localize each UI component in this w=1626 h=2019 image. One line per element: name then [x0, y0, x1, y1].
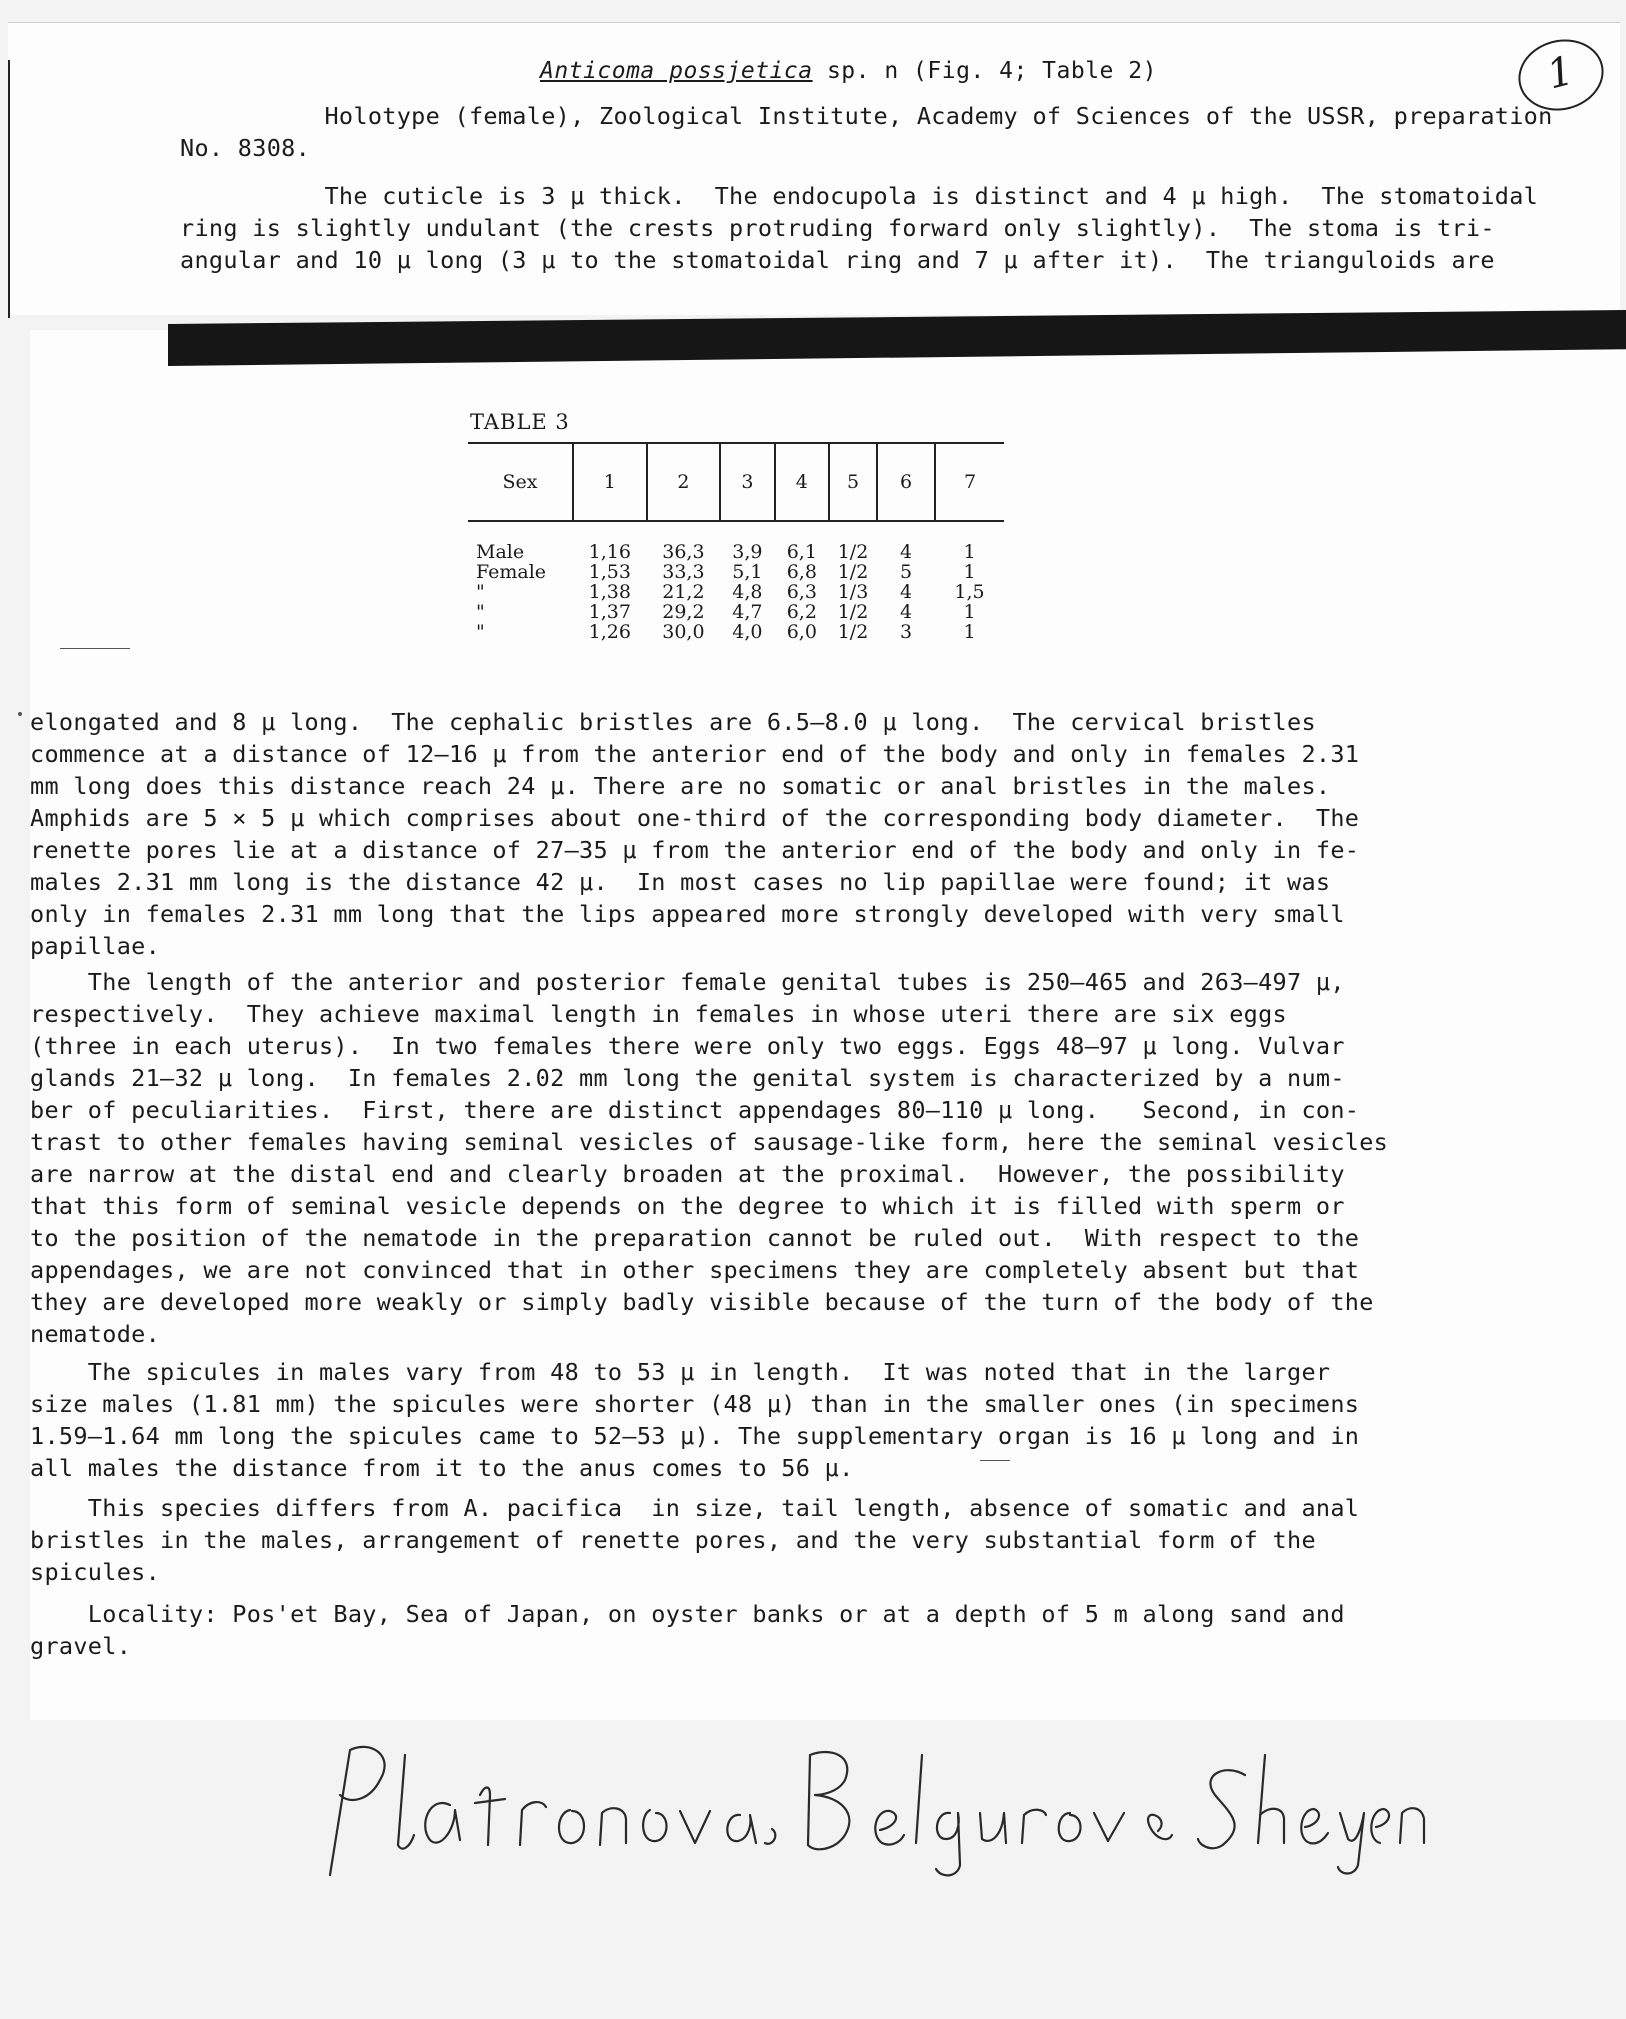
table-cell: 21,2 — [662, 581, 705, 603]
table-cell: 1/2 — [837, 621, 869, 643]
spicules-paragraph: The spicules in males vary from 48 to 53 μ in length. It was noted that in the larger size males (1.81 mm) the spicules were shorter (48 μ) than in the smaller ones (in specimens 1.59–1.64 mm long the spicules came to 52–53 μ). The supplementary organ is 16 μ long and in all males the distance from it to the anus comes to 56 μ. — [30, 1358, 1360, 1482]
species-heading — [540, 58, 1240, 84]
header-cell: 7 — [935, 443, 1004, 521]
table-cell: 4,0 — [732, 621, 763, 643]
measurement-table — [468, 442, 1004, 642]
table-cell: 29,2 — [662, 601, 705, 623]
table-cell: 4 — [899, 581, 913, 603]
table-cell: 1 — [963, 561, 976, 583]
table-cell: Male — [476, 541, 525, 563]
table-cell: 1,26 — [588, 621, 631, 643]
page-number-circle: 1 — [1511, 31, 1611, 120]
table-cell: 6,2 — [786, 601, 817, 623]
table-cell: " — [476, 601, 485, 623]
table-cell: 4,8 — [732, 581, 763, 603]
table-cell: 6,3 — [786, 581, 817, 603]
table-cell: 1,53 — [588, 561, 631, 583]
table-row — [468, 582, 1004, 602]
table-cell: 1,5 — [954, 581, 985, 603]
bristles-paragraph: elongated and 8 μ long. The cephalic bristles are 6.5–8.0 μ long. The cervical bristles commence at a distance of 12–16 μ from the anterior end of the body and only in females 2.31 mm long does this distance reach 24 μ. There are no somatic or anal bristles in the males. Amphids are 5 × 5 μ which comprises about one-third of the corresponding body diameter. The renette pores lie at a distance of 27–35 μ from the anterior end of the body and only in fe- males 2.31 mm long is the distance 42 μ. In most cases no lip papillae were found; it was only in females 2.31 mm long that the lips appeared more strongly developed with very small papillae. — [30, 708, 1360, 960]
species-heading-rest: sp. n (Fig. 4; Table 2) — [812, 58, 1157, 84]
handwritten-signature — [310, 1735, 1470, 1885]
holotype-paragraph: Holotype (female), Zoological Institute, Academy of Sciences of the USSR, preparation No. 8308. — [180, 102, 1553, 162]
scan-speck — [980, 1460, 1010, 1461]
table-cell: 1/3 — [837, 581, 869, 603]
table-row — [468, 521, 1004, 562]
species-name: Anticoma possjetica — [540, 58, 813, 84]
header-cell: 4 — [775, 443, 829, 521]
table-cell: 4 — [899, 601, 913, 623]
table-title: TABLE 3 — [470, 410, 570, 434]
table-cell: 5,1 — [732, 561, 763, 583]
table-cell: 36,3 — [662, 541, 705, 563]
table-cell: 1 — [963, 621, 976, 643]
table-cell: " — [476, 581, 485, 603]
table-cell: 1/2 — [837, 561, 869, 583]
table-cell: 30,0 — [662, 621, 705, 643]
table-cell: 6,0 — [786, 621, 817, 643]
table-row — [468, 602, 1004, 622]
table-row — [468, 622, 1004, 642]
scan-speck — [18, 712, 22, 716]
table-cell: 5 — [899, 561, 913, 583]
table-cell: " — [476, 621, 485, 643]
table-cell: 3,9 — [732, 541, 763, 563]
table-cell: 1 — [963, 541, 976, 563]
table-header-row — [468, 443, 1004, 521]
table-cell: 1 — [963, 601, 976, 623]
locality-paragraph: Locality: Pos'et Bay, Sea of Japan, on oyster banks or at a depth of 5 m along sand and gravel. — [30, 1600, 1345, 1660]
header-cell: 3 — [720, 443, 774, 521]
differs-paragraph: This species differs from A. pacifica in size, tail length, absence of somatic and anal bristles in the males, arrangement of renette pores, and the very substantial form of the spicules. — [30, 1494, 1360, 1586]
table-cell: Female — [476, 561, 547, 583]
scan-speck — [60, 648, 130, 649]
header-cell: 2 — [647, 443, 721, 521]
table-cell: 1,38 — [588, 581, 631, 603]
table-cell: 3 — [899, 621, 913, 643]
table-cell: 1/2 — [837, 601, 869, 623]
table-cell: 1,16 — [588, 541, 631, 563]
header-cell: 1 — [573, 443, 647, 521]
table-cell: 4,7 — [732, 601, 763, 623]
table-cell: 6,8 — [786, 561, 817, 583]
table-cell: 4 — [899, 541, 913, 563]
cuticle-paragraph: The cuticle is 3 μ thick. The endocupola is distinct and 4 μ high. The stomatoidal ring is slightly undulant (the crests protruding forward only slightly). The stoma is tri- angular and 10 μ long (3 μ to the stomatoidal ring and 7 μ after it). The trianguloids are — [180, 182, 1539, 274]
margin-rule — [8, 60, 10, 318]
table-cell: 33,3 — [662, 561, 705, 583]
table-cell: 6,1 — [786, 541, 817, 563]
header-cell: 5 — [829, 443, 877, 521]
table-cell: 1/2 — [837, 541, 869, 563]
header-cell: 6 — [877, 443, 935, 521]
table-cell: 1,37 — [588, 601, 631, 623]
table-row — [468, 562, 1004, 582]
header-cell: Sex — [468, 443, 573, 521]
genital-tubes-paragraph: The length of the anterior and posterior female genital tubes is 250–465 and 263–497 μ, respectively. They achieve maximal length in females in whose uteri there are six eggs (three in each uterus). In two females there were only two eggs. Eggs 48–97 μ long. Vulvar glands 21–32 μ long. In females 2.02 mm long the genital system is characterized by a num- ber of peculiarities. First, there are distinct appendages 80–110 μ long. Second, in con- trast to other females having seminal vesicles of sausage-like form, here the seminal vesicles are narrow at the distal end and clearly broaden at the proximal. However, the possibility that this form of seminal vesicle depends on the degree to which it is filled with sperm or to the position of the nematode in the preparation cannot be ruled out. With respect to the appendages, we are not convinced that in other specimens they are completely absent but that they are developed more weakly or simply badly visible because of the turn of the body of the nematode. — [30, 968, 1389, 1348]
